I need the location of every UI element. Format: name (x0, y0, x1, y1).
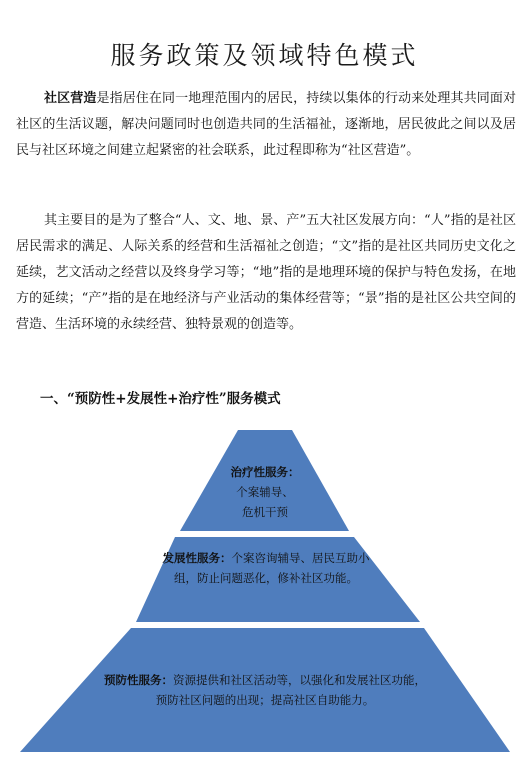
treatment-service-line2: 危机干预 (242, 505, 288, 519)
page-title: 服务政策及领域特色模式 (110, 41, 419, 70)
prevention-service-text: 资源提供和社区活动等，以强化和发展社区功能，预防社区问题的出现；提高社区自助能力。 (155, 673, 426, 707)
development-service-text: 个案咨询辅导、居民互助小组，防止问题恶化，修补社区功能。 (174, 551, 370, 585)
pyramid-top-label (200, 462, 330, 522)
prevention-service-heading: 预防性服务： (104, 673, 173, 687)
treatment-service-heading: 治疗性服务： (230, 465, 300, 479)
term-community-building: 社区营造 (44, 91, 97, 106)
section-heading: 一、“预防性+发展性+治疗性”服务模式 (40, 391, 281, 407)
treatment-service-line1: 个案辅导、 (236, 485, 294, 499)
paragraph-community-building-text: 是指居住在同一地理范围内的居民，持续以集体的行动来处理其共同面对社区的生活议题，解决问题同时也创造共同的生活福祉，逐渐地，居民彼此之间以及居民与社区环境之间建立起紧密的社会联系，此过程即称为“社区营造”。 (16, 91, 516, 158)
paragraph-goals: 其主要目的是为了整合“人、文、地、景、产”五大社区发展方向：“人”指的是社区居民需求的满足、人际关系的经营和生活福祉之创造；“文”指的是社区共同历史文化之延续，艺文活动之经营以及终身学习等；“地”指的是地理环境的保护与特色发扬，在地方的延续；“产”指的是在地经济与产业活动的集体经营等；“景”指的是社区公共空间的营造、生活环境的永续经营、独特景观的创造等。 (16, 213, 516, 332)
development-service-heading: 发展性服务： (162, 551, 232, 565)
pyramid-middle-label (160, 548, 372, 588)
pyramid-bottom-label (100, 670, 430, 710)
